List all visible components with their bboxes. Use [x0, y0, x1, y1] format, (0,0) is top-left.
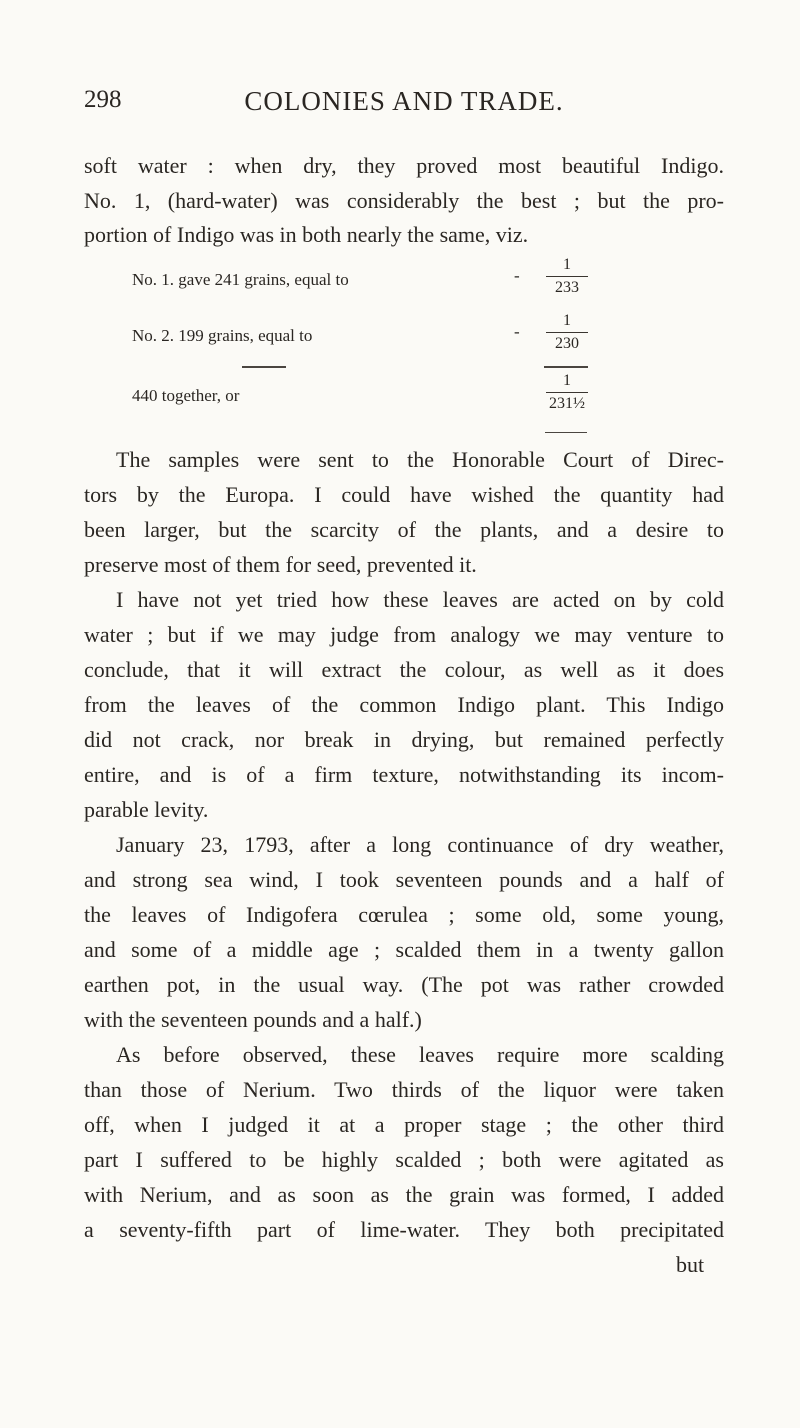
text-line: portion of Indigo was in both nearly the same, viz.: [84, 222, 529, 247]
text-line: part I suffered to be highly scalded ; both were agitated as: [84, 1147, 724, 1172]
text-line: No. 1, (hard-water) was considerably the best ; but the pro-: [84, 188, 724, 213]
table-end-rule: [545, 432, 587, 433]
fraction-numerator: 1: [563, 312, 571, 329]
fraction: [532, 256, 602, 297]
table-row-label: 440 together, or: [132, 386, 240, 405]
text-line: a seventy-fifth part of lime-water. They both precipitated: [84, 1217, 724, 1242]
table-row: [132, 256, 692, 310]
fraction-denominator: 230: [555, 335, 579, 352]
page-number: 298: [84, 86, 122, 113]
text-line: with the seventeen pounds and a half.): [84, 1007, 422, 1032]
fraction-numerator: 1: [563, 372, 571, 389]
text-line: entire, and is of a firm texture, notwithstanding its incom-: [84, 762, 724, 787]
text-line: earthen pot, in the usual way. (The pot was rather crowded: [84, 972, 724, 997]
text-line: been larger, but the scarcity of the plants, and a desire to: [84, 517, 724, 542]
text-line: conclude, that it will extract the colour, as well as it does: [84, 657, 724, 682]
table-row-dash: -: [514, 266, 520, 285]
fraction-bar: [546, 332, 588, 333]
text-line: I have not yet tried how these leaves are acted on by cold: [116, 587, 724, 612]
table-row: [132, 312, 692, 366]
text-line: preserve most of them for seed, prevented it.: [84, 552, 477, 577]
fraction-bar: [546, 276, 588, 277]
text-line: January 23, 1793, after a long continuance of dry weather,: [116, 832, 724, 857]
fraction: [532, 312, 602, 353]
text-line: and strong sea wind, I took seventeen pounds and a half of: [84, 867, 724, 892]
sum-rule: [242, 366, 286, 368]
text-line: The samples were sent to the Honorable Court of Direc-: [116, 447, 724, 472]
fraction: [532, 372, 602, 413]
table-row: [132, 372, 692, 426]
sum-rule: [544, 366, 588, 368]
text-line: than those of Nerium. Two thirds of the liquor were taken: [84, 1077, 724, 1102]
fraction-numerator: 1: [563, 256, 571, 273]
fraction-denominator: 231½: [549, 395, 585, 412]
text-line: from the leaves of the common Indigo plant. This Indigo: [84, 692, 724, 717]
table-row-dash: -: [514, 322, 520, 341]
text-line: tors by the Europa. I could have wished the quantity had: [84, 482, 724, 507]
fraction-bar: [546, 392, 588, 393]
text-line: did not crack, nor break in drying, but remained perfectly: [84, 727, 724, 752]
fraction-denominator: 233: [555, 279, 579, 296]
text-line: with Nerium, and as soon as the grain was formed, I added: [84, 1182, 724, 1207]
text-line: the leaves of Indigofera cœrulea ; some old, some young,: [84, 902, 724, 927]
text-line: As before observed, these leaves require more scalding: [116, 1042, 724, 1067]
text-line: parable levity.: [84, 797, 209, 822]
running-head: COLONIES AND TRADE.: [244, 86, 564, 116]
text-line: off, when I judged it at a proper stage ; the other third: [84, 1112, 724, 1137]
text-line: water ; but if we may judge from analogy we may venture to: [84, 622, 724, 647]
catchword: but: [676, 1252, 705, 1277]
text-line: and some of a middle age ; scalded them in a twenty gallon: [84, 937, 724, 962]
table-row-label: No. 2. 199 grains, equal to: [132, 326, 313, 345]
text-line: soft water : when dry, they proved most beautiful Indigo.: [84, 153, 724, 178]
page-header: [84, 86, 724, 126]
table-row-label: No. 1. gave 241 grains, equal to: [132, 270, 349, 289]
